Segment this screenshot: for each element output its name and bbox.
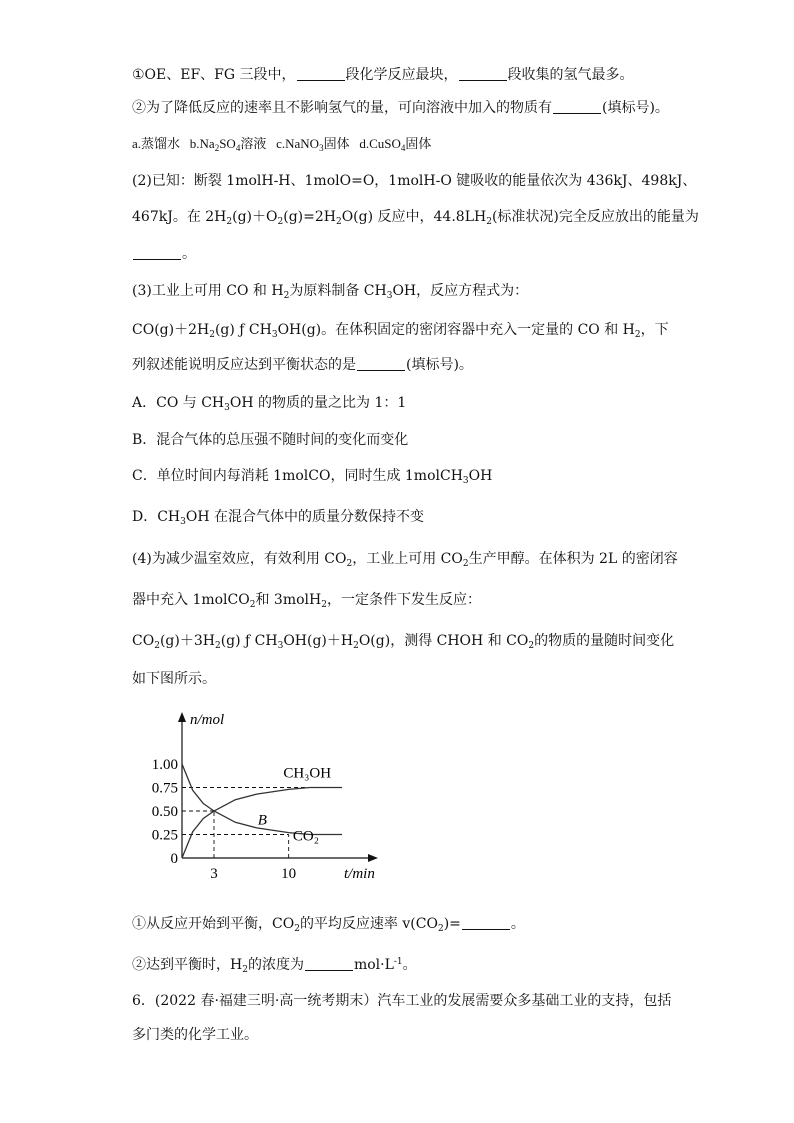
q4-line1: (4)为减少温室效应，有效利用 $CO_2$，工业上可用 $CO_2$生产甲醇。在体积为 2L 的密闭容 xyxy=(132,551,678,569)
answer-blank[interactable] xyxy=(553,101,601,114)
choice-B: B．混合气体的总压强不随时间的变化而变化 xyxy=(132,432,409,448)
q6-line2: 多门类的化学工业。 xyxy=(132,1027,258,1043)
q2-line1: (2)已知：断裂 1molH-H、1molO=O，1molH-O 键吸收的能量依次为 436kJ、498kJ、 xyxy=(132,173,697,189)
q1-sub2: ②为了降低反应的速率且不影响氢气的量，可向溶液中加入的物质有 (填标号)。 xyxy=(132,100,669,116)
x-axis-label: t/min xyxy=(344,866,375,882)
ch3oh-series-label: CH₃OH xyxy=(283,765,332,782)
x-axis-arrow xyxy=(368,854,378,862)
q6-line1: 6．(2022 春·福建三明·高一统考期末）汽车工业的发展需要众多基础工业的支持，包括 xyxy=(132,993,672,1009)
x-tick-label: 10 xyxy=(281,866,297,882)
q3-line2: $CO(g)+2H_2(g)$ ƒ $CH_3OH(g)$。在体积固定的密闭容器中充入一定量的 CO 和 $H_2$，下 xyxy=(132,322,669,340)
y-tick-label: 0 xyxy=(170,851,178,867)
mole-time-chart xyxy=(140,702,400,892)
q2-line2: 467kJ。在 $2H_2(g)+O_2(g)=2H_2O(g)$ 反应中，$44.8LH_2$(标准状况)完全反应放出的能量为 xyxy=(132,209,699,227)
co2-series-label: CO₂ xyxy=(292,828,320,845)
q1-sub1: ①OE、EF、FG 三段中， 段化学反应最块， 段收集的氢气最多。 xyxy=(132,67,634,83)
answer-blank[interactable] xyxy=(462,917,510,930)
q2-line3: 。 xyxy=(132,245,672,263)
q4-sub1: ①从反应开始到平衡，$CO_2$的平均反应速率 $v(CO_2)=$ 。 xyxy=(132,916,525,934)
q3-line1: (3)工业上可用 CO 和 $H_2$为原料制备 $CH_3OH$，反应方程式为： xyxy=(132,283,529,301)
choice-A: A．CO 与 $CH_3OH$ 的物质的量之比为 1：1 xyxy=(132,395,407,413)
x-tick-label: 3 xyxy=(210,866,218,882)
answer-blank[interactable] xyxy=(459,68,507,81)
point-b-label: B xyxy=(257,812,267,829)
y-axis-label: n/mol xyxy=(190,712,225,728)
q4-line4: 如下图所示。 xyxy=(132,671,216,687)
y-tick-label: 1.00 xyxy=(151,757,178,773)
y-tick-label: 0.75 xyxy=(151,780,178,797)
y-axis-arrow xyxy=(178,712,186,722)
q1-options: a.蒸馏水 $b.Na_2SO_4$溶液 c.NaNO$_3$固体 d.CuSO$_4$固体 xyxy=(132,136,432,153)
answer-blank[interactable] xyxy=(133,247,181,260)
q4-line3: $CO_2(g)+3H_2(g)$ ƒ $CH_3OH(g)+H_2O(g)$，测得 CHOH 和 $CO_2$的物质的量随时间变化 xyxy=(132,633,675,651)
answer-blank[interactable] xyxy=(305,958,353,971)
y-tick-label: 0.25 xyxy=(151,827,178,844)
answer-blank[interactable] xyxy=(357,358,405,371)
choice-C: C．单位时间内每消耗 1molCO，同时生成 1molCH$_3$OH xyxy=(132,468,493,486)
q4-sub2: ②达到平衡时，$H_2$的浓度为 $mol\cdot L^{-1}$。 xyxy=(132,957,417,975)
q3-line3: 列叙述能说明反应达到平衡状态的是 (填标号)。 xyxy=(132,357,473,373)
q4-line2: 器中充入 1molCO$_2$和 3molH$_2$，一定条件下发生反应： xyxy=(132,592,481,610)
choice-D: D．$CH_3OH$ 在混合气体中的质量分数保持不变 xyxy=(132,509,425,527)
y-tick-label: 0.50 xyxy=(151,804,178,820)
answer-blank[interactable] xyxy=(297,68,345,81)
